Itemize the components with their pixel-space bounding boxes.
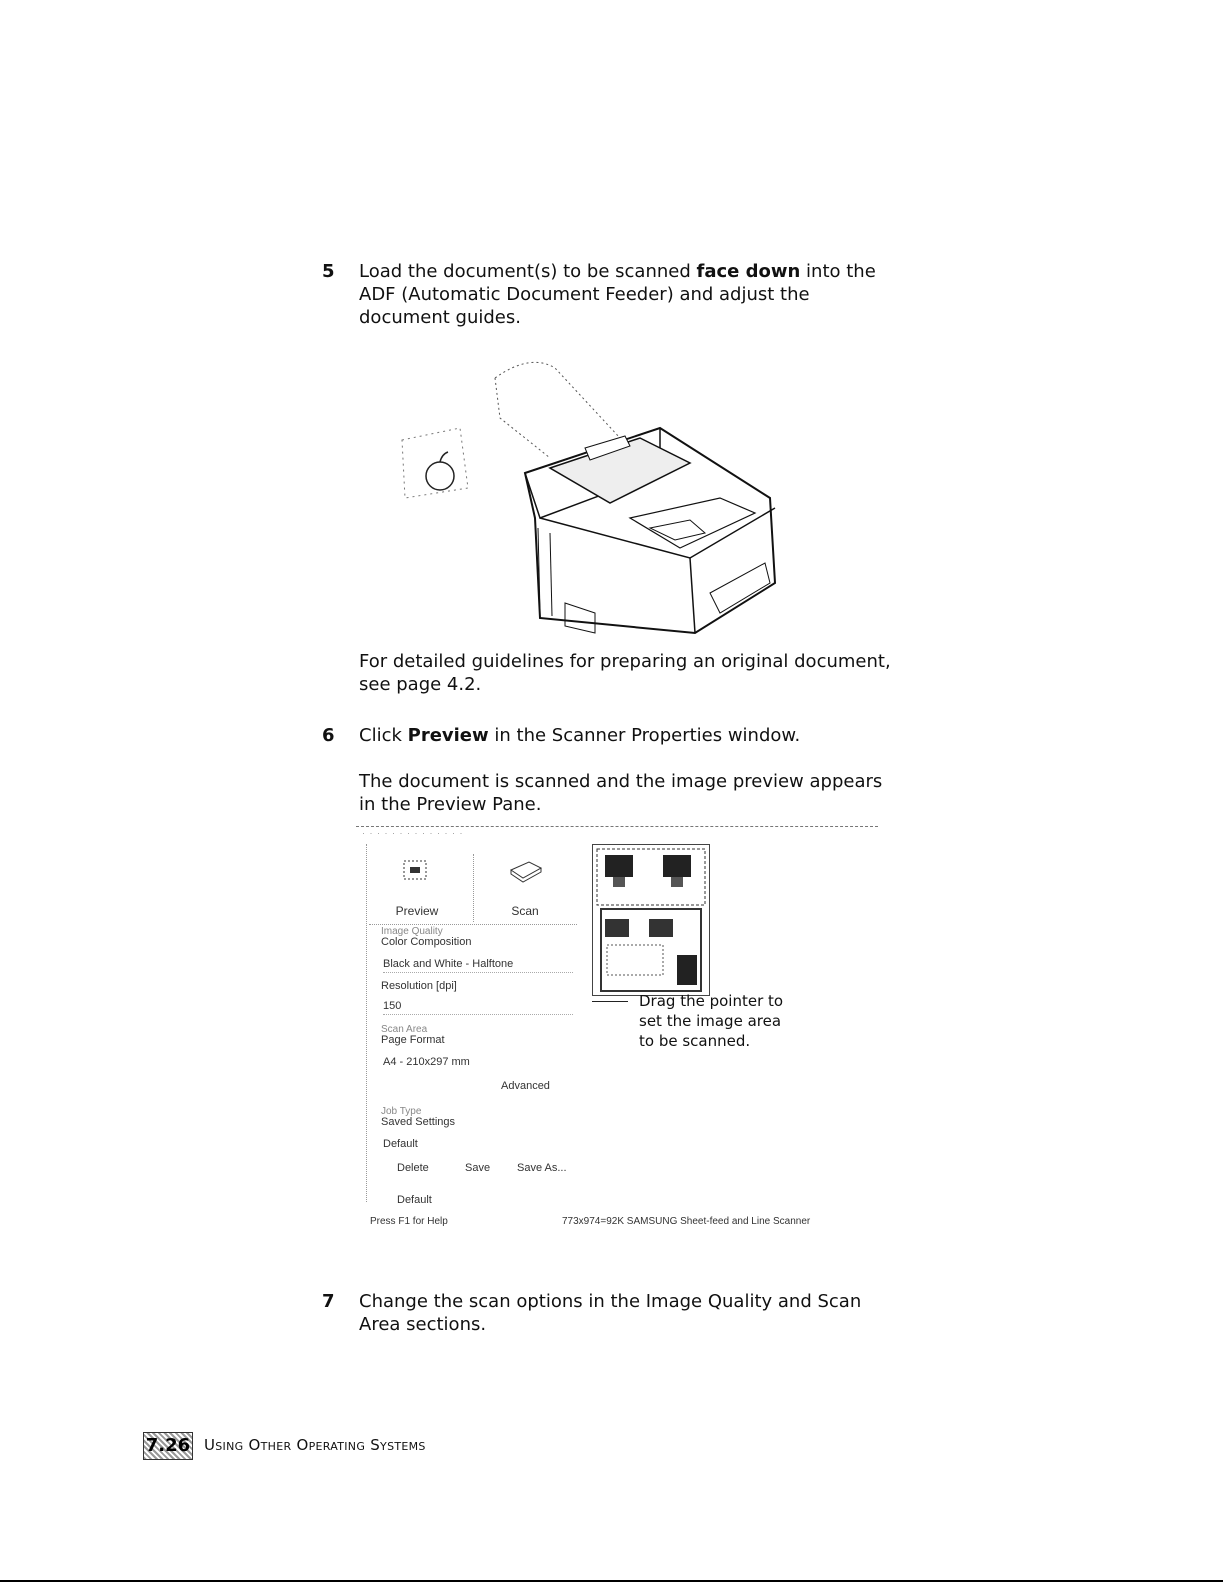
callout-line xyxy=(592,1001,628,1002)
scanned-paragraph: The document is scanned and the image preview appears in the Preview Pane. xyxy=(359,771,883,815)
drag-pointer-callout: Drag the pointer to set the image area to be scanned. xyxy=(639,992,784,1050)
chapter-title: Using Other Operating Systems xyxy=(204,1436,426,1454)
scan-label: Scan xyxy=(511,904,539,918)
guidelines-paragraph: For detailed guidelines for preparing an original document, see page 4.2. xyxy=(359,651,891,695)
step-number: 7 xyxy=(322,1291,335,1312)
button-divider xyxy=(473,854,474,922)
scanner-properties-screenshot xyxy=(356,826,884,1246)
emphasis-preview: Preview xyxy=(407,725,489,746)
page-format-select[interactable]: A4 - 210x297 mm xyxy=(383,1056,470,1068)
step-text: Load the document(s) to be scanned face down into the ADF (Automatic Document Feeder) and adjust the document guides. xyxy=(359,261,876,328)
color-composition-select[interactable]: Black and White - Halftone xyxy=(383,958,573,973)
step-number: 6 xyxy=(322,725,335,746)
status-info: 773x974=92K SAMSUNG Sheet-feed and Line Scanner xyxy=(562,1216,811,1227)
saved-settings-label: Saved Settings xyxy=(381,1116,455,1128)
settings-panel xyxy=(366,844,577,1206)
save-as-button[interactable]: Save As... xyxy=(517,1162,567,1174)
scanner-icon xyxy=(509,858,543,884)
image-quality-section xyxy=(381,928,471,948)
resolution-select[interactable]: 150 xyxy=(383,1000,573,1015)
window-top-border xyxy=(356,826,878,827)
printer-illustration xyxy=(390,348,800,640)
job-type-section xyxy=(381,1108,455,1128)
section-divider xyxy=(369,924,577,925)
window-titlebar: · · · · · · · · · · · · · · xyxy=(362,828,464,838)
scan-area-section xyxy=(381,1026,445,1046)
save-button[interactable]: Save xyxy=(465,1162,491,1174)
advanced-button[interactable]: Advanced xyxy=(501,1080,550,1092)
preview-button[interactable] xyxy=(367,854,467,922)
color-composition-label: Color Composition xyxy=(381,936,472,948)
preview-icon xyxy=(401,858,431,884)
bottom-rule xyxy=(0,1580,1223,1582)
saved-settings-select[interactable]: Default xyxy=(383,1138,418,1150)
image-quality-heading: Image Quality xyxy=(381,926,443,937)
scan-button[interactable] xyxy=(475,854,575,922)
step-number: 5 xyxy=(322,261,335,282)
scan-area-heading: Scan Area xyxy=(381,1024,428,1035)
emphasis-face-down: face down xyxy=(696,261,801,282)
status-help: Press F1 for Help xyxy=(370,1216,448,1227)
step-text: Change the scan options in the Image Quality and Scan Area sections. xyxy=(359,1291,862,1335)
page-format-label: Page Format xyxy=(381,1034,445,1046)
delete-button[interactable]: Delete xyxy=(397,1162,429,1174)
step-text: Click Preview in the Scanner Properties window. xyxy=(359,725,801,746)
job-type-heading: Job Type xyxy=(381,1106,422,1117)
page-number: 7.26 xyxy=(143,1432,193,1460)
default-button[interactable]: Default xyxy=(397,1194,432,1206)
preview-label: Preview xyxy=(395,904,439,918)
preview-pane[interactable] xyxy=(592,844,710,996)
resolution-label: Resolution [dpi] xyxy=(381,980,457,992)
